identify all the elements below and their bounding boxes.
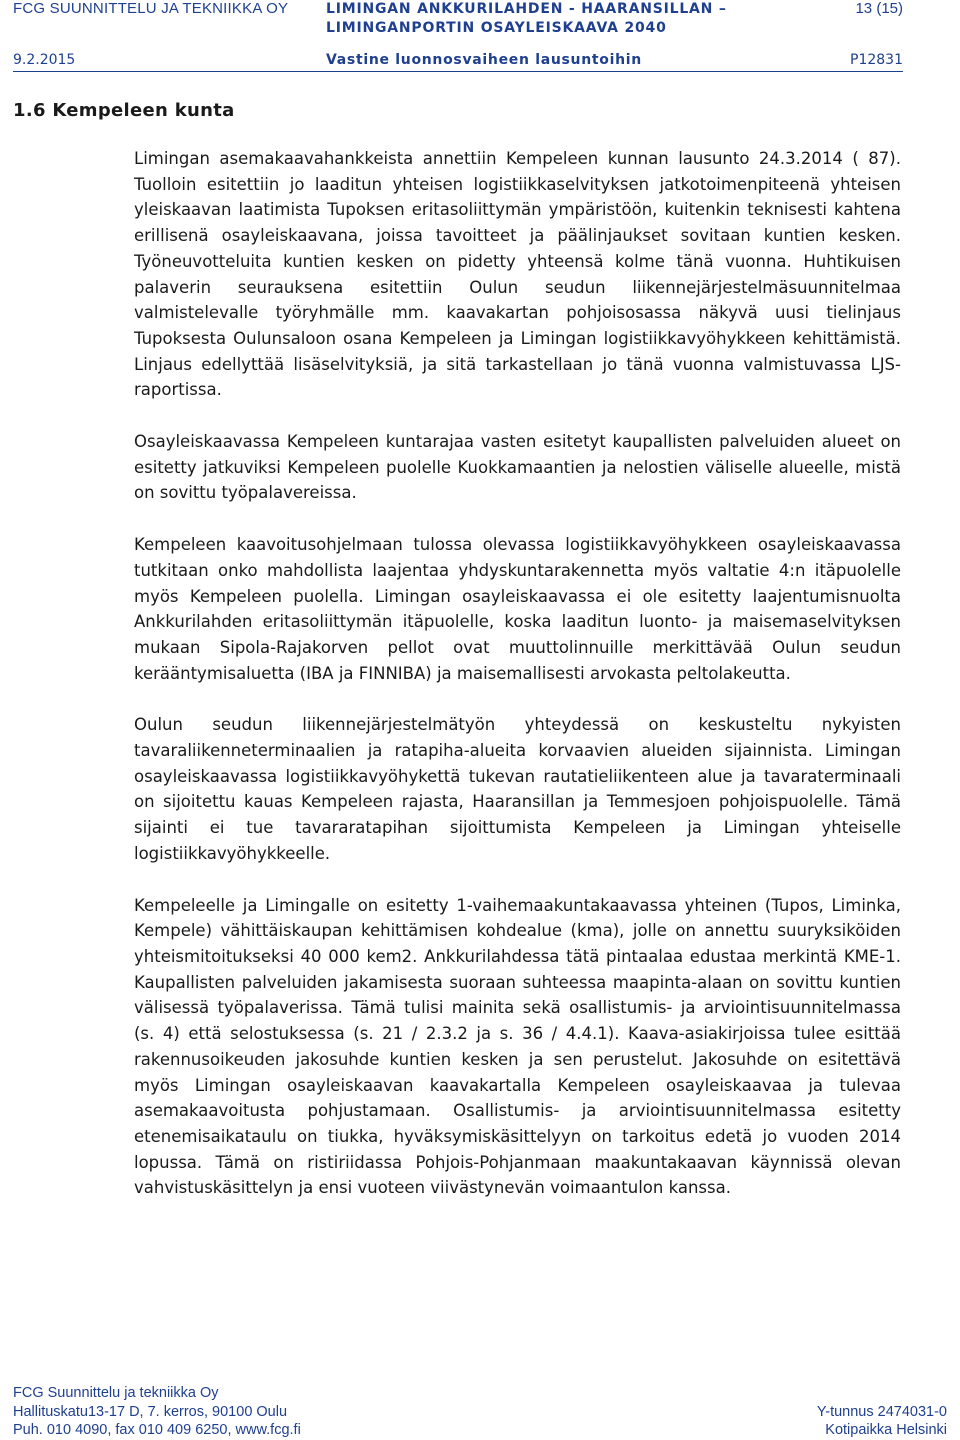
header-project-title bbox=[326, 0, 746, 38]
footer-right bbox=[817, 1403, 947, 1440]
footer-company: FCG Suunnittelu ja tekniikka Oy bbox=[13, 1385, 219, 1401]
header-document-id: P12831 bbox=[850, 52, 903, 68]
body-text bbox=[134, 146, 901, 1227]
header-project-line-2: LIMINGANPORTIN OSAYLEISKAAVA 2040 bbox=[326, 20, 667, 36]
section-heading: 1.6 Kempeleen kunta bbox=[13, 100, 235, 121]
header-subject: Vastine luonnosvaiheen lausuntoihin bbox=[326, 52, 642, 68]
header-date: 9.2.2015 bbox=[13, 52, 76, 68]
footer-business-id: Y-tunnus 2474031-0 bbox=[816, 1403, 947, 1420]
paragraph: Kempeleelle ja Limingalle on esitetty 1-vaihemaakuntakaavassa yhteinen (Tupos, Liminka, Kempele) vähittäiskaupan kehittämisen kohdealue (kma), jolle on annettu suuryksiköiden yhteismitoitukseksi 40 000 kem2. Ankkurilahdessa tätä pintaalaa edustaa merkintä KME-1. Kaupallisten palveluiden jakamisesta suoraan suhteessa maapinta-alaan on sovittu kuntien välisessä työpalaverissa. Tämä tulisi mainita sekä osallistumis- ja arviointisuunnitelmassa (s. 4) että selostuksessa (s. 21 / 2.3.2 ja s. 36 / 4.4.1). Kaava-asiakirjoissa tulee esittää rakennusoikeuden jakosuhde kuntien kesken ja sen perustelut. Jakosuhde on esitettävä myös Limingan osayleiskaavan kaavakartalla Kempeleen osayleiskaavaa ja tulevaa asemakaavoitusta pohjustamaan. Osallistumis- ja arviointisuunnitelmassa esitetty etenemisaikataulu on tiukka, hyväksymiskäsittelyyn on tarkoitus edetä jo vuoden 2014 lopussa. Tämä on ristiriidassa Pohjois-Pohjanmaan maakuntakaavan käynnissä olevan vahvistuskäsittelyn ja ensi vuoteen viivästynevän voimaantulon kanssa. bbox=[134, 895, 901, 1198]
paragraph: Oulun seudun liikennejärjestelmätyön yhteydessä on keskusteltu nykyisten tavaraliikenneterminaalien ja ratapiha-alueita korvaavien alueiden sijainnista. Limingan osayleiskaavassa logistiikkavyöhykettä tukevan rautatieliikenteen alue ja tavaraterminaali on sijoitettu kauas Kempeleen rajasta, Haaransillan ja Temmesjoen pohjoispuolelle. Tämä sijainti ei tue tavararatapihan sijoittumista Kempeleen ja Limingan yhteiselle logistiikkavyöhykkeelle. bbox=[134, 715, 901, 863]
header-divider bbox=[13, 71, 903, 72]
header-company: FCG SUUNNITTELU JA TEKNIIKKA OY bbox=[13, 0, 289, 17]
footer-address: Hallituskatu13-17 D, 7. kerros, 90100 Oulu bbox=[13, 1403, 288, 1420]
paragraph: Limingan asemakaavahankkeista annettiin Kempeleen kunnan lausunto 24.3.2014 ( 87). Tuolloin esitettiin jo laaditun yhteisen logistiikkaselvityksen jatkotoimenpiteenä yhteisen yleiskaavan laatimista Tupoksen eritasoliittymän ympäristöön, kuitenkin teknisesti kahtena erillisenä osayleiskaavana, joissa tavoitteet ja päälinjaukset sovitaan kuntien kesken. Työneuvotteluita kuntien kesken on pidetty yhteensä kolme tänä vuonna. Huhtikuisen palaverin seurauksena esitettiin Oulun seudun liikennejärjestelmäsuunnitelmaa valmistelevalle työryhmälle mm. kaavakartan pohjoisosassa näkyvä uusi tielinjaus Tupoksesta Oulunsaloon osana Kempeleen ja Limingan logistiikkavyöhykkeen kehittämistä. Linjaus edellyttää lisäselvityksiä, ja sitä tarkastellaan jo tänä vuonna valmistuvassa LJS-raportissa. bbox=[134, 149, 901, 400]
paragraph: Osayleiskaavassa Kempeleen kuntarajaa vasten esitetyt kaupallisten palveluiden alueet on esitetty jatkuviksi Kempeleen puolelle Kuokkamaantien ja nelostien väliselle alueelle, mistä on sovittu työpalavereissa. bbox=[134, 432, 901, 503]
paragraph: Kempeleen kaavoitusohjelmaan tulossa olevassa logistiikkavyöhykkeen osayleiskaavassa tutkitaan onko mahdollista laajentaa yhdyskuntarakennetta myös valtatie 4:n itäpuolelle myös Kempeleen puolella. Limingan osayleiskaavassa ei ole esitetty laajentumisnuolta Ankkurilahden eritasoliittymän itäpuolelle, koska laaditun luonto- ja maisemaselvityksen mukaan Sipola-Rajakorven pellot ovat muuttolinnuille merkittävää Oulun seudun kerääntymisaluetta (IBA ja FINNIBA) ja maisemallisesti arvokasta peltolakeutta. bbox=[134, 535, 901, 683]
header-project-line-1: LIMINGAN ANKKURILAHDEN - HAARANSILLAN – bbox=[326, 1, 727, 17]
footer-domicile: Kotipaikka Helsinki bbox=[825, 1422, 947, 1438]
footer-left bbox=[13, 1384, 301, 1440]
header-meta-row bbox=[13, 52, 903, 72]
footer-contact: Puh. 010 4090, fax 010 409 6250, www.fcg.fi bbox=[13, 1422, 301, 1438]
header-page-number: 13 (15) bbox=[855, 0, 903, 17]
